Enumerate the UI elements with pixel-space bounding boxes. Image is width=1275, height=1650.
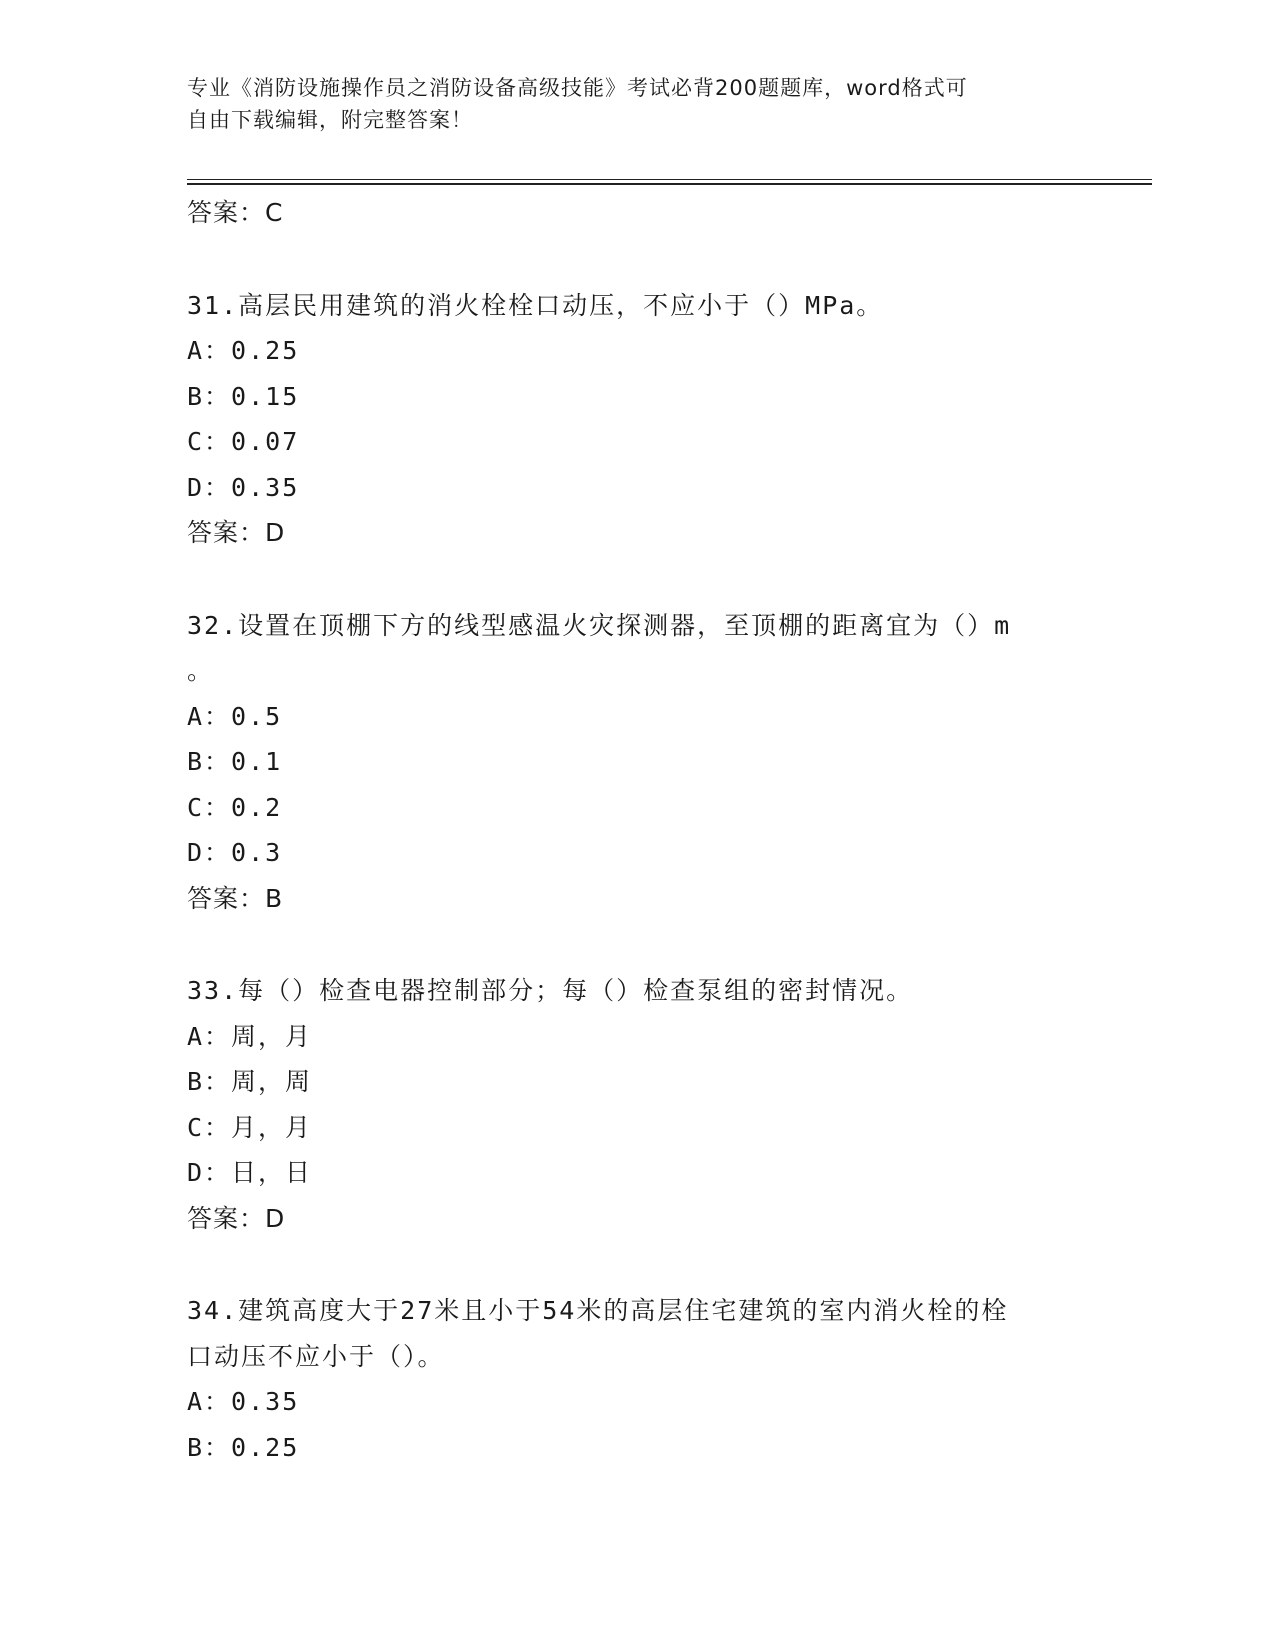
question-stem-continued: 。 <box>187 656 215 685</box>
previous-answer: 答案：C <box>187 198 284 227</box>
option-c: C：0.2 <box>187 792 283 822</box>
question-34 <box>187 1288 1087 1470</box>
header-divider-thick <box>187 183 1152 185</box>
question-stem: 32.设置在顶棚下方的线型感温火灾探测器，至顶棚的距离宜为（）m <box>187 610 1012 640</box>
question-stem: 31.高层民用建筑的消火栓栓口动压，不应小于（）MPa。 <box>187 290 884 320</box>
option-a: A：0.25 <box>187 336 300 365</box>
option-d: D：日，日 <box>187 1158 313 1187</box>
option-b: B：周，周 <box>187 1067 313 1096</box>
option-d: D：0.35 <box>187 472 300 502</box>
question-32 <box>187 603 1087 922</box>
header-line-1: 专业《消防设施操作员之消防设备高级技能》考试必背200题题库，word格式可 <box>187 76 968 100</box>
question-list <box>187 190 1087 1470</box>
option-c: C：0.07 <box>187 427 300 456</box>
option-d: D：0.3 <box>187 838 283 867</box>
header-divider <box>187 179 1152 180</box>
option-a: A：周，月 <box>187 1021 313 1051</box>
question-stem: 33.每（）检查电器控制部分；每（）检查泵组的密封情况。 <box>187 976 914 1005</box>
question-stem-continued: 口动压不应小于（）。 <box>187 1341 445 1371</box>
answer: 答案：D <box>187 518 286 547</box>
answer: 答案：B <box>187 883 284 913</box>
option-c: C：月，月 <box>187 1112 313 1142</box>
option-b: B：0.25 <box>187 1432 300 1462</box>
question-31 <box>187 283 1087 556</box>
question-33 <box>187 968 1087 1241</box>
document-header <box>187 72 1067 136</box>
answer: 答案：D <box>187 1203 286 1233</box>
option-a: A：0.35 <box>187 1387 300 1416</box>
option-a: A：0.5 <box>187 701 283 731</box>
header-line-2: 自由下载编辑，附完整答案！ <box>187 108 473 132</box>
option-b: B：0.1 <box>187 747 283 776</box>
question-stem: 34.建筑高度大于27米且小于54米的高层住宅建筑的室内消火栓的栓 <box>187 1296 1009 1325</box>
option-b: B：0.15 <box>187 381 300 411</box>
